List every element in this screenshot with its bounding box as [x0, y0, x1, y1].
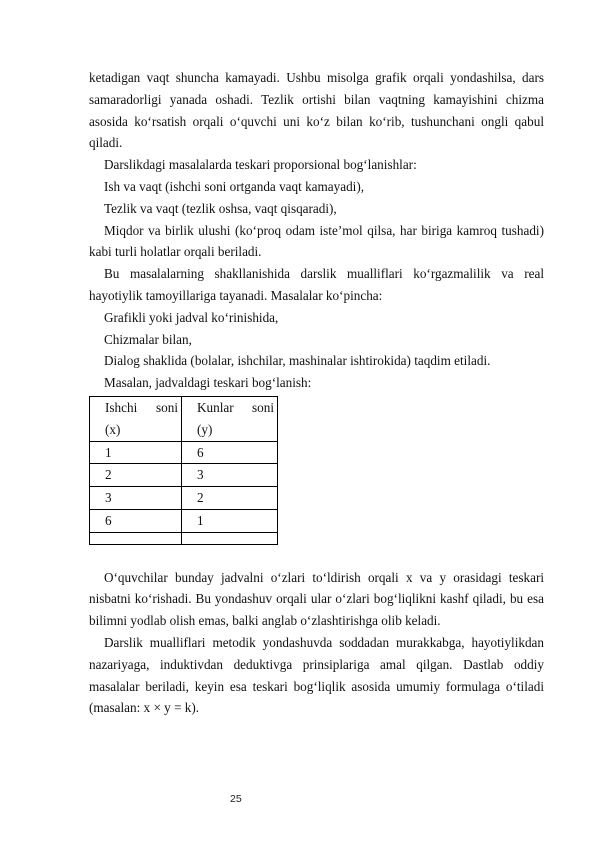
paragraph: Darslikdagi masalalarda teskari proporsional bog‘lanishlar:	[104, 157, 417, 173]
list-line: Ish va vaqt (ishchi soni ortganda vaqt kamayadi),	[104, 178, 365, 194]
page-number: 25	[230, 793, 242, 805]
list-line: Dialog shaklida (bolalar, ishchilar, mashinalar ishtirokida) taqdim etiladi.	[104, 353, 491, 369]
list-line: Miqdor va birlik ulushi (ko‘proq odam iste’mol qilsa, har biriga kamroq tushadi) kabi turli holatlar orqali beriladi.	[89, 222, 544, 260]
table-cell-y: 3	[182, 464, 278, 487]
paragraphs-bottom	[89, 567, 544, 720]
table-header-row	[90, 396, 278, 441]
table-header-x: Ishchi soni (x)	[90, 396, 182, 441]
table-row-empty	[90, 532, 278, 544]
paragraph: O‘quvchilar bunday jadvalni o‘zlari to‘ldirish orqali x va y orasidagi teskari nisbatni ko‘rishadi. Bu yondashuv orqali ular o‘zlari bog‘liqlikni kashf qiladi, bu esa bilimni yodlab olish emas, balki anglab o‘zlashtirishga olib keladi.	[89, 569, 544, 629]
table-cell-x	[90, 532, 182, 544]
list-line: Chizmalar bilan,	[104, 331, 192, 347]
spacer	[89, 545, 544, 567]
table-cell-x: 2	[90, 464, 182, 487]
paragraph: Masalan, jadvaldagi teskari bog‘lanish:	[104, 375, 312, 391]
table-cell-y: 6	[182, 441, 278, 464]
list-line: Tezlik va vaqt (tezlik oshsa, vaqt qisqaradi),	[104, 200, 337, 216]
table-row	[90, 487, 278, 510]
table-cell-x: 3	[90, 487, 182, 510]
table-cell-y: 2	[182, 487, 278, 510]
paragraphs-top	[89, 67, 544, 394]
table-row	[90, 509, 278, 532]
table-cell-x: 6	[90, 509, 182, 532]
list-line: Grafikli yoki jadval ko‘rinishida,	[104, 309, 279, 325]
table-row	[90, 464, 278, 487]
paragraph: Darslik mualliflari metodik yondashuvda soddadan murakkabga, hayotiylikdan nazariyaga, induktivdan deduktivga prinsiplariga amal qilgan. Dastlab oddiy masalalar beriladi, keyin esa teskari bog‘liqlik asosida umumiy formulaga o‘tiladi (masalan: x × y = k).	[89, 634, 544, 716]
table-cell-x: 1	[90, 441, 182, 464]
inverse-relation-table-wrap	[89, 396, 544, 545]
paragraph: ketadigan vaqt shuncha kamayadi. Ushbu misolga grafik orqali yondashilsa, dars samaradorligi yanada oshadi. Tezlik ortishi bilan vaqtning kamayishini chizma asosida ko‘rsatish orqali o‘quvchi uni ko‘z bilan ko‘rib, tushunchani ongli qabul qiladi.	[89, 70, 544, 151]
body-text	[89, 67, 544, 719]
table-cell-y	[182, 532, 278, 544]
inverse-relation-table	[89, 396, 278, 545]
table-row	[90, 441, 278, 464]
table-header-y: Kunlar soni (y)	[182, 396, 278, 441]
table-cell-y: 1	[182, 509, 278, 532]
paragraph: Bu masalalarning shakllanishida darslik mualliflari ko‘rgazmalilik va real hayotiylik tamoyillariga tayanadi. Masalalar ko‘pincha:	[89, 266, 544, 303]
